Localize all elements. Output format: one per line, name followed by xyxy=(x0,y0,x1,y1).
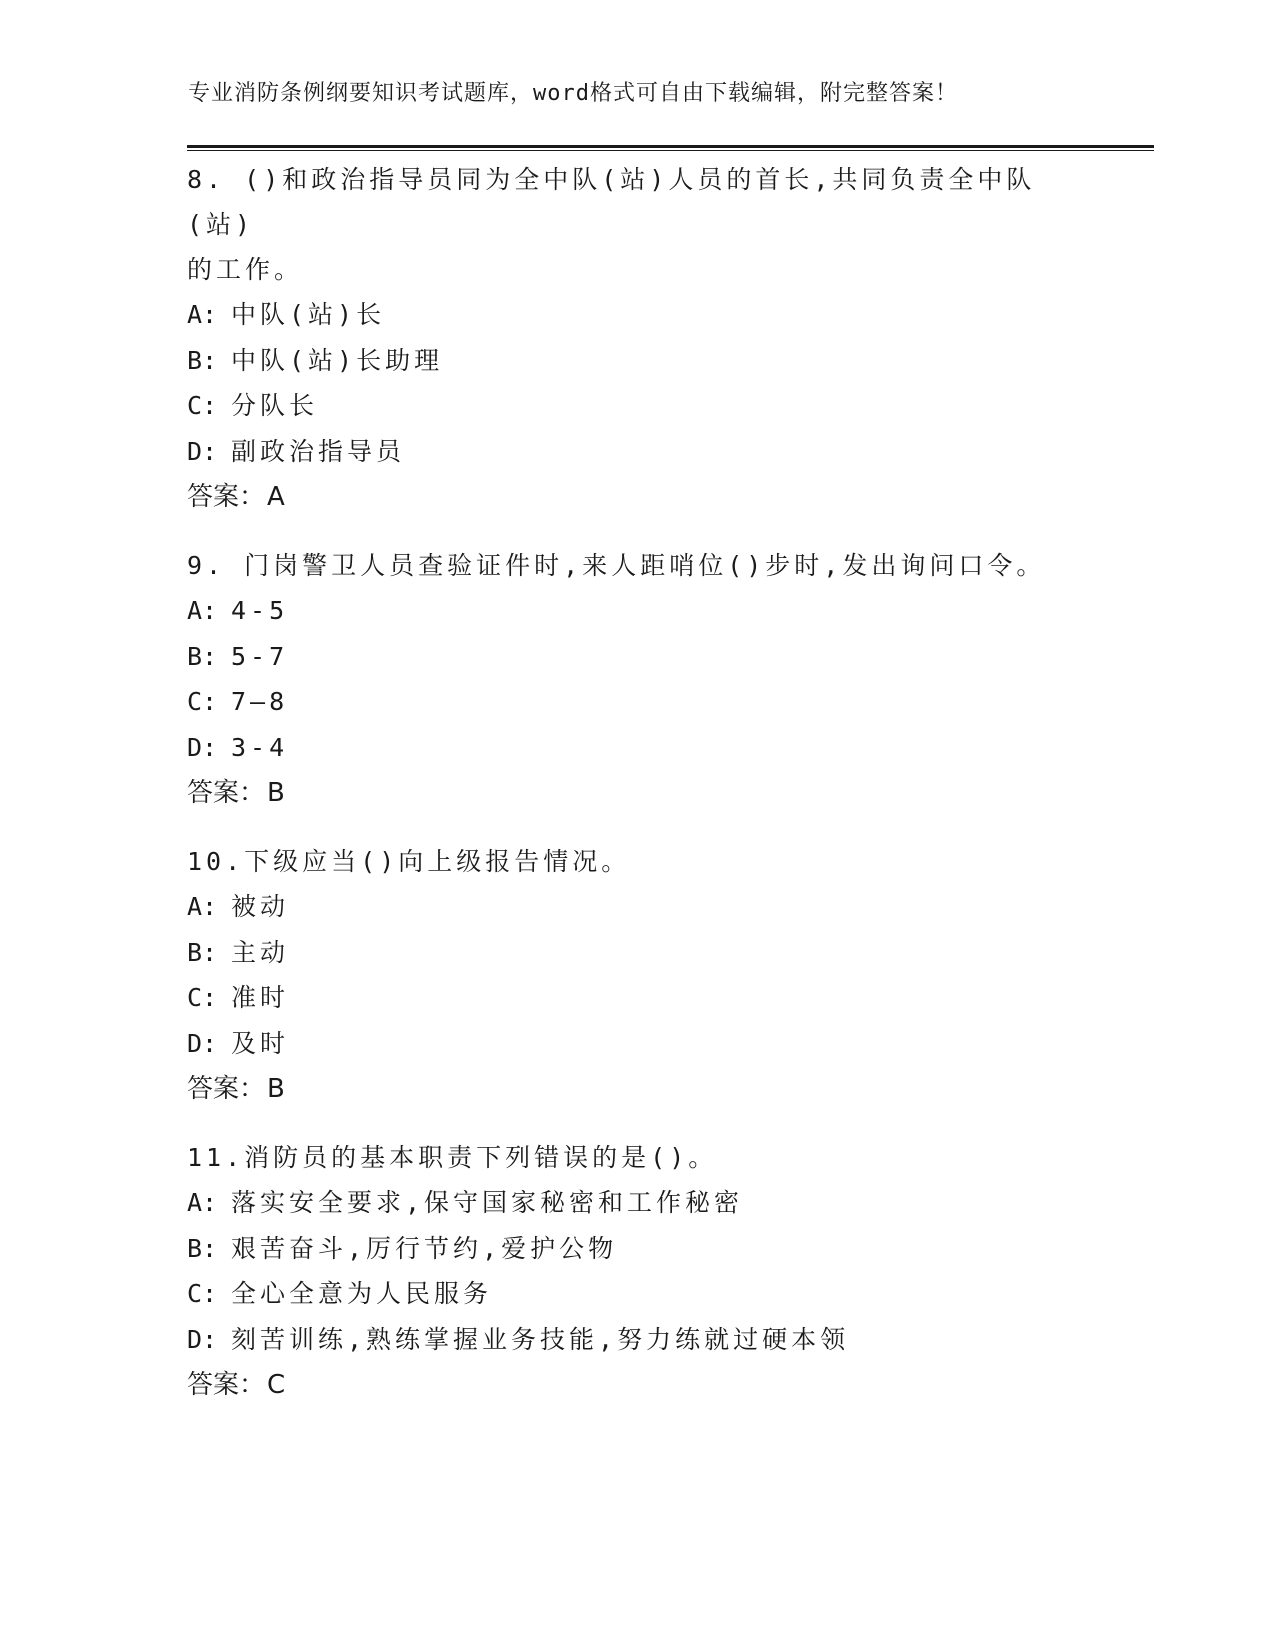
header-rule-thin xyxy=(187,150,1154,151)
option-text: 5-7 xyxy=(231,641,289,671)
option-c xyxy=(187,679,1087,725)
option-key: D: xyxy=(187,1324,218,1354)
option-key: D: xyxy=(187,732,218,762)
option-text: 中队(站)长助理 xyxy=(231,345,444,375)
option-a xyxy=(187,292,1087,338)
option-key: D: xyxy=(187,1028,218,1058)
option-text: 副政治指导员 xyxy=(231,436,406,466)
option-c xyxy=(187,1271,1087,1317)
answer-line xyxy=(187,1066,1087,1112)
question-stem: 9. 门岗警卫人员查验证件时,来人距哨位()步时,发出询问口令。 xyxy=(187,551,1046,580)
header-rule-thick xyxy=(187,145,1154,148)
option-key: C: xyxy=(187,983,218,1012)
answer-value: B xyxy=(267,778,285,808)
option-text: 7—8 xyxy=(231,687,289,716)
option-b xyxy=(187,930,1087,976)
question-item xyxy=(187,157,1087,520)
question-stem-continued: 的工作。 xyxy=(187,255,304,284)
option-a xyxy=(187,884,1087,930)
question-stem: 10.下级应当()向上级报告情况。 xyxy=(187,847,631,876)
option-d xyxy=(187,429,1087,475)
option-a xyxy=(187,1180,1087,1226)
question-stem: 8. ()和政治指导员同为全中队(站)人员的首长,共同负责全中队(站) xyxy=(187,165,1036,239)
option-b xyxy=(187,1226,1087,1272)
option-text: 中队(站)长 xyxy=(231,300,386,329)
option-text: 3-4 xyxy=(231,732,289,762)
option-key: B: xyxy=(187,1233,218,1263)
option-key: D: xyxy=(187,436,218,466)
option-text: 艰苦奋斗,厉行节约,爱护公物 xyxy=(231,1233,618,1263)
answer-line xyxy=(187,770,1087,816)
option-b xyxy=(187,338,1087,384)
option-a xyxy=(187,588,1087,634)
option-key: A: xyxy=(187,300,218,329)
option-text: 落实安全要求,保守国家秘密和工作秘密 xyxy=(231,1188,744,1217)
option-text: 刻苦训练,熟练掌握业务技能,努力练就过硬本领 xyxy=(231,1324,850,1354)
question-item xyxy=(187,839,1087,1112)
question-item xyxy=(187,543,1087,816)
option-d xyxy=(187,1317,1087,1363)
option-key: B: xyxy=(187,641,218,671)
option-key: A: xyxy=(187,1188,218,1217)
question-item xyxy=(187,1135,1087,1408)
option-text: 被动 xyxy=(231,892,290,921)
option-text: 4-5 xyxy=(231,596,289,625)
option-text: 主动 xyxy=(231,937,290,967)
option-key: C: xyxy=(187,687,218,716)
option-key: C: xyxy=(187,391,218,420)
answer-label: 答案： xyxy=(187,778,266,808)
answer-label: 答案： xyxy=(187,482,266,512)
option-key: B: xyxy=(187,937,218,967)
answer-line xyxy=(187,474,1087,520)
answer-label: 答案： xyxy=(187,1074,266,1104)
answer-label: 答案： xyxy=(187,1370,266,1400)
option-key: A: xyxy=(187,596,218,625)
answer-value: B xyxy=(267,1074,285,1104)
option-c xyxy=(187,383,1087,429)
option-c xyxy=(187,975,1087,1021)
answer-value: A xyxy=(267,482,285,512)
option-b xyxy=(187,634,1087,680)
answer-line xyxy=(187,1362,1087,1408)
option-text: 准时 xyxy=(231,983,290,1012)
option-text: 全心全意为人民服务 xyxy=(231,1279,493,1308)
option-key: C: xyxy=(187,1279,218,1308)
document-header: 专业消防条例纲要知识考试题库，word格式可自由下载编辑，附完整答案！ xyxy=(188,81,958,106)
option-d xyxy=(187,1021,1087,1067)
option-key: A: xyxy=(187,892,218,921)
option-d xyxy=(187,725,1087,771)
question-list xyxy=(187,157,1087,1431)
question-stem: 11.消防员的基本职责下列错误的是()。 xyxy=(187,1143,718,1172)
option-text: 及时 xyxy=(231,1028,290,1058)
option-text: 分队长 xyxy=(231,391,319,420)
answer-value: C xyxy=(267,1370,286,1400)
option-key: B: xyxy=(187,345,218,375)
